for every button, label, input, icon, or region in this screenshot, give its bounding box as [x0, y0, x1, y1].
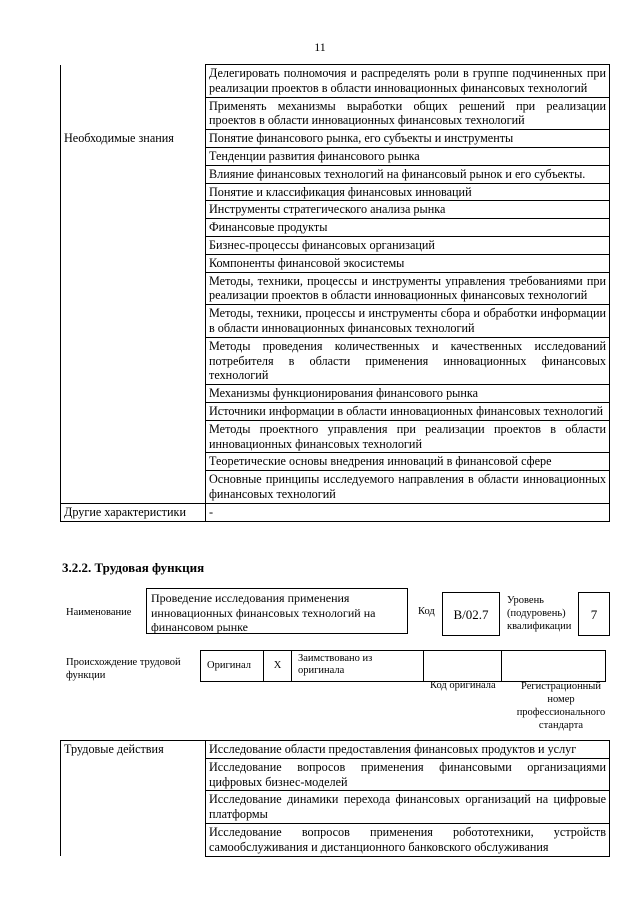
original-cell: Оригинал: [200, 650, 264, 682]
empty-label-cell: [61, 65, 206, 98]
empty-label-cell: [61, 254, 206, 272]
knowledge-row: Инструменты стратегического анализа рынка: [206, 201, 610, 219]
empty-label-cell: [61, 201, 206, 219]
empty-label-cell: [61, 471, 206, 504]
knowledge-row: Финансовые продукты: [206, 219, 610, 237]
empty-label-cell: [61, 219, 206, 237]
empty-label-cell: [61, 147, 206, 165]
original-mark: X: [264, 650, 292, 682]
empty-label-cell: [61, 402, 206, 420]
empty-label-cell: [61, 385, 206, 403]
empty-label-cell: [61, 758, 206, 791]
code-original-label: Код оригинала: [430, 680, 496, 691]
skill-row: Применять механизмы выработки общих решений при реализации проектов в области инновационных финансовых технологий: [206, 97, 610, 130]
labor-action-row: Исследование вопросов применения финансовыми организациями цифровых бизнес-моделей: [206, 758, 610, 791]
code-original-cell: [424, 650, 502, 682]
labor-actions-label: Трудовые действия: [61, 741, 206, 759]
other-characteristics-value: -: [206, 503, 610, 521]
origin-row: [200, 650, 606, 682]
knowledge-table: [60, 64, 610, 522]
knowledge-row: Понятие и классификация финансовых инноваций: [206, 183, 610, 201]
knowledge-row: Понятие финансового рынка, его субъекты и инструменты: [206, 130, 610, 148]
knowledge-row: Методы проектного управления при реализации проектов в области инновационных финансовых технологий: [206, 420, 610, 453]
knowledge-row: Методы, техники, процессы и инструменты сбора и обработки информации в области инновационных финансовых технологий: [206, 305, 610, 338]
empty-label-cell: [61, 183, 206, 201]
skill-row: Делегировать полномочия и распределять роли в группе подчиненных при реализации проектов в области инновационных финансовых технологий: [206, 65, 610, 98]
knowledge-row: Основные принципы исследуемого направления в области инновационных финансовых технологий: [206, 471, 610, 504]
code-label: Код: [418, 606, 435, 617]
knowledge-label: Необходимые знания: [61, 130, 206, 148]
empty-label-cell: [61, 305, 206, 338]
name-label: Наименование: [66, 607, 132, 618]
labor-action-row: Исследование динамики перехода финансовых организаций на цифровые платформы: [206, 791, 610, 824]
empty-label-cell: [61, 272, 206, 305]
empty-label-cell: [61, 791, 206, 824]
origin-label: Происхождение трудовой функции: [66, 657, 181, 681]
knowledge-row: Компоненты финансовой экосистемы: [206, 254, 610, 272]
code-value-box: В/02.7: [442, 592, 500, 636]
knowledge-row: Методы, техники, процессы и инструменты управления требованиями при реализации проектов в области инновационных финансовых технологий: [206, 272, 610, 305]
knowledge-row: Влияние финансовых технологий на финансовый рынок и его субъекты.: [206, 165, 610, 183]
empty-label-cell: [61, 420, 206, 453]
level-value-box: 7: [578, 592, 610, 636]
page-number: 11: [314, 40, 326, 54]
reg-number-cell: [502, 650, 606, 682]
function-name-box: Проведение исследования применения инновационных финансовых технологий на финансовом рынке: [146, 588, 408, 634]
empty-label-cell: [61, 165, 206, 183]
borrowed-cell: Заимствовано из оригинала: [292, 650, 424, 682]
empty-label-cell: [61, 337, 206, 384]
knowledge-row: Источники информации в области инновационных финансовых технологий: [206, 402, 610, 420]
empty-label-cell: [61, 97, 206, 130]
labor-actions-table: [60, 740, 610, 857]
reg-number-label: Регистрационный номер профессионального стандарта: [516, 681, 606, 731]
knowledge-row: Теоретические основы внедрения инноваций в финансовой сфере: [206, 453, 610, 471]
other-characteristics-label: Другие характеристики: [61, 503, 206, 521]
knowledge-row: Механизмы функционирования финансового рынка: [206, 385, 610, 403]
empty-label-cell: [61, 453, 206, 471]
section-title: 3.2.2. Трудовая функция: [62, 560, 205, 575]
knowledge-row: Тенденции развития финансового рынка: [206, 147, 610, 165]
labor-action-row: Исследование вопросов применения робототехники, устройств самообслуживания и дистанционного банковского обслуживания: [206, 823, 610, 856]
labor-action-row: Исследование области предоставления финансовых продуктов и услуг: [206, 741, 610, 759]
knowledge-row: Методы проведения количественных и качественных исследований потребителя в области применения инновационных финансовых технологий: [206, 337, 610, 384]
empty-label-cell: [61, 236, 206, 254]
knowledge-row: Бизнес-процессы финансовых организаций: [206, 236, 610, 254]
level-label: Уровень (подуровень) квалификации: [507, 595, 572, 632]
empty-label-cell: [61, 823, 206, 856]
